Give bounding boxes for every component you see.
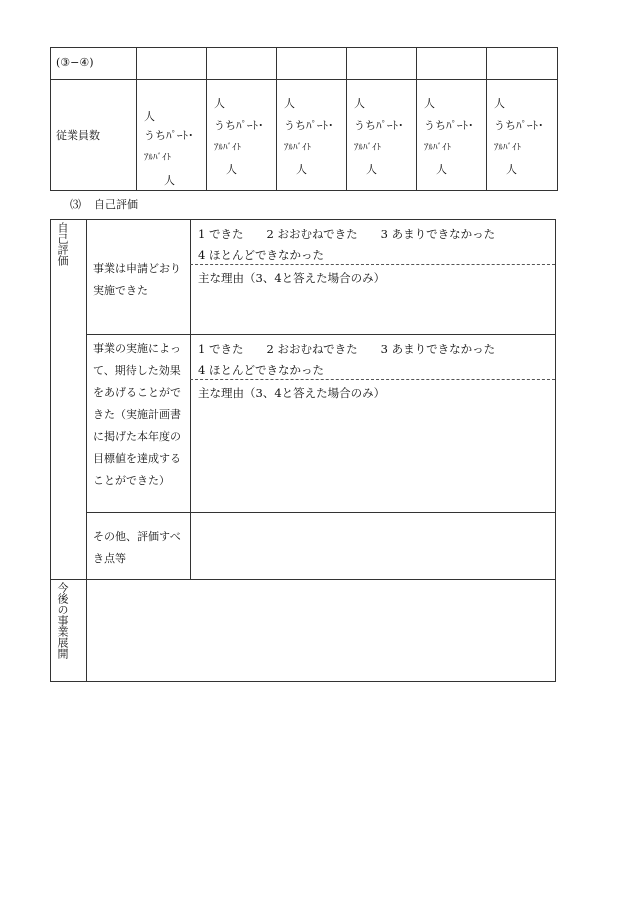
cell-parttime-label: うちﾊﾟｰﾄ･ — [424, 119, 474, 132]
table-border — [136, 47, 137, 190]
cell-unit: 人 — [214, 97, 225, 110]
cell-parttime-label: うちﾊﾟｰﾄ･ — [494, 119, 544, 132]
table-border — [50, 681, 555, 682]
table-border — [190, 219, 191, 579]
section-title: 自己評価 — [94, 198, 138, 211]
reason-label: 主な理由（3、4と答えた場合のみ） — [198, 386, 386, 400]
table-border — [86, 512, 555, 513]
cell-unit: 人 — [506, 163, 517, 176]
table-border — [555, 219, 556, 682]
cell-arbeit-label: ｱﾙﾊﾞｲﾄ — [284, 143, 312, 153]
cell-unit: 人 — [296, 163, 307, 176]
row-label-employees: 従業員数 — [56, 129, 100, 142]
cell-arbeit-label: ｱﾙﾊﾞｲﾄ — [354, 143, 382, 153]
row-label-diff: (③−④) — [56, 56, 94, 69]
future-side-label: 今後の事業展開 — [56, 582, 69, 659]
table-border — [486, 47, 487, 190]
table-border — [50, 219, 555, 220]
cell-parttime-label: うちﾊﾟｰﾄ･ — [144, 129, 194, 142]
options-line-2: 4 ほとんどできなかった — [198, 363, 324, 377]
cell-parttime-label: うちﾊﾟｰﾄ･ — [284, 119, 334, 132]
table-border — [50, 47, 558, 48]
options-line-2: 4 ほとんどできなかった — [198, 248, 324, 262]
cell-arbeit-label: ｱﾙﾊﾞｲﾄ — [494, 143, 522, 153]
cell-unit: 人 — [144, 110, 155, 123]
self-eval-side-label: 自己評価 — [56, 222, 69, 266]
cell-unit: 人 — [366, 163, 377, 176]
question-1: 事業は申請どおり実施できた — [93, 262, 181, 297]
dashed-separator — [190, 264, 555, 265]
table-border — [50, 79, 558, 80]
options-line-1: 1 できた 2 おおむねできた 3 あまりできなかった — [198, 342, 496, 356]
table-border — [557, 47, 558, 190]
table-border — [276, 47, 277, 190]
cell-parttime-label: うちﾊﾟｰﾄ･ — [354, 119, 404, 132]
future-plan-area[interactable] — [87, 580, 554, 680]
cell-unit: 人 — [284, 97, 295, 110]
cell-unit: 人 — [354, 97, 365, 110]
table-border — [50, 190, 558, 191]
table-border — [50, 219, 51, 682]
cell-unit: 人 — [164, 174, 175, 187]
cell-unit: 人 — [436, 163, 447, 176]
cell-unit: 人 — [494, 97, 505, 110]
cell-unit: 人 — [226, 163, 237, 176]
table-border — [206, 47, 207, 190]
table-border — [86, 334, 555, 335]
reason-label: 主な理由（3、4と答えた場合のみ） — [198, 271, 386, 285]
table-border — [50, 47, 51, 190]
dashed-separator — [190, 379, 555, 380]
cell-arbeit-label: ｱﾙﾊﾞｲﾄ — [214, 143, 242, 153]
section-number: ⑶ — [70, 198, 81, 211]
cell-arbeit-label: ｱﾙﾊﾞｲﾄ — [144, 153, 172, 163]
cell-arbeit-label: ｱﾙﾊﾞｲﾄ — [424, 143, 452, 153]
question-2: 事業の実施によって、期待した効果をあげることができた（実施計画書に掲げた本年度の目標値を達成することができた） — [93, 342, 181, 487]
table-border — [416, 47, 417, 190]
options-line-1: 1 できた 2 おおむねできた 3 あまりできなかった — [198, 227, 496, 241]
question-3: その他、評価すべき点等 — [93, 530, 181, 565]
table-border — [346, 47, 347, 190]
cell-parttime-label: うちﾊﾟｰﾄ･ — [214, 119, 264, 132]
cell-unit: 人 — [424, 97, 435, 110]
